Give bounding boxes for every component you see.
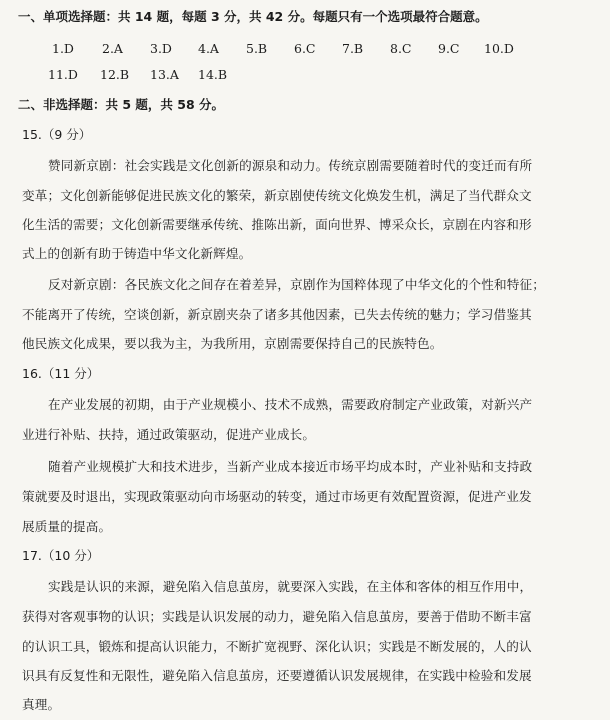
answers-row-1: [52, 40, 572, 58]
q15-line-2: 变革；文化创新能够促进民族文化的繁荣，新京剧使传统文化焕发生机，满足了当代群众文: [22, 188, 532, 203]
q16-line-4: 策就要及时退出，实现政策驱动向市场驱动的转变，通过市场更有效配置资源，促进产业发: [22, 489, 532, 504]
question-15-label: 15.（9 分）: [22, 127, 92, 142]
q17-line-4: 识具有反复性和无限性，避免陷入信息茧房，还要遵循认识发展规律，在实践中检验和发展: [22, 668, 532, 683]
q16-line-5: 展质量的提高。: [22, 519, 112, 534]
answer-6: 6.C: [294, 41, 316, 56]
q15-line-4: 式上的创新有助于铸造中华文化新辉煌。: [22, 246, 252, 261]
q17-line-3: 的认识工具，锻炼和提高认识能力，不断扩宽视野、深化认识；实践是不断发展的，人的认: [22, 639, 532, 654]
answer-1: 1.D: [52, 41, 74, 56]
q16-line-1: 在产业发展的初期，由于产业规模小、技术不成熟，需要政府制定产业政策，对新兴产: [48, 397, 533, 412]
answer-5: 5.B: [246, 41, 268, 56]
answer-7: 7.B: [342, 41, 364, 56]
q15-line-3: 化生活的需要；文化创新需要继承传统、推陈出新，面向世界、博采众长，京剧在内容和形: [22, 217, 532, 232]
section1-heading: 一、单项选择题：共 14 题，每题 3 分，共 42 分。每题只有一个选项最符合题意。: [18, 9, 488, 24]
q16-line-3: 随着产业规模扩大和技术进步，当新产业成本接近市场平均成本时，产业补贴和支持政: [48, 459, 533, 474]
answer-2: 2.A: [102, 41, 123, 56]
q15-line-6: 不能离开了传统，空谈创新，新京剧夹杂了诸多其他因素，已失去传统的魅力；学习借鉴其: [22, 307, 532, 322]
answer-13: 13.A: [150, 67, 179, 82]
question-17-label: 17.（10 分）: [22, 548, 100, 563]
answer-11: 11.D: [48, 67, 78, 82]
answer-12: 12.B: [100, 67, 130, 82]
q17-line-2: 获得对客观事物的认识；实践是认识发展的动力，避免陷入信息茧房，要善于借助不断丰富: [22, 609, 532, 624]
q16-line-2: 业进行补贴、扶持，通过政策驱动，促进产业成长。: [22, 427, 316, 442]
q15-line-5: 反对新京剧：各民族文化之间存在着差异，京剧作为国粹体现了中华文化的个性和特征；: [48, 277, 546, 292]
q15-line-7: 他民族文化成果，要以我为主，为我所用，京剧需要保持自己的民族特色。: [22, 336, 443, 351]
q15-line-1: 赞同新京剧：社会实践是文化创新的源泉和动力。传统京剧需要随着时代的变迁而有所: [48, 158, 533, 173]
answer-3: 3.D: [150, 41, 172, 56]
answers-row-2: [48, 66, 348, 84]
answer-4: 4.A: [198, 41, 219, 56]
answer-14: 14.B: [198, 67, 228, 82]
answer-10: 10.D: [484, 41, 514, 56]
question-16-label: 16.（11 分）: [22, 366, 100, 381]
q17-line-1: 实践是认识的来源，避免陷入信息茧房，就要深入实践，在主体和客体的相互作用中，: [48, 579, 533, 594]
answer-9: 9.C: [438, 41, 460, 56]
q17-line-5: 真理。: [22, 697, 61, 712]
section2-heading: 二、非选择题：共 5 题，共 58 分。: [18, 97, 225, 112]
answer-8: 8.C: [390, 41, 412, 56]
